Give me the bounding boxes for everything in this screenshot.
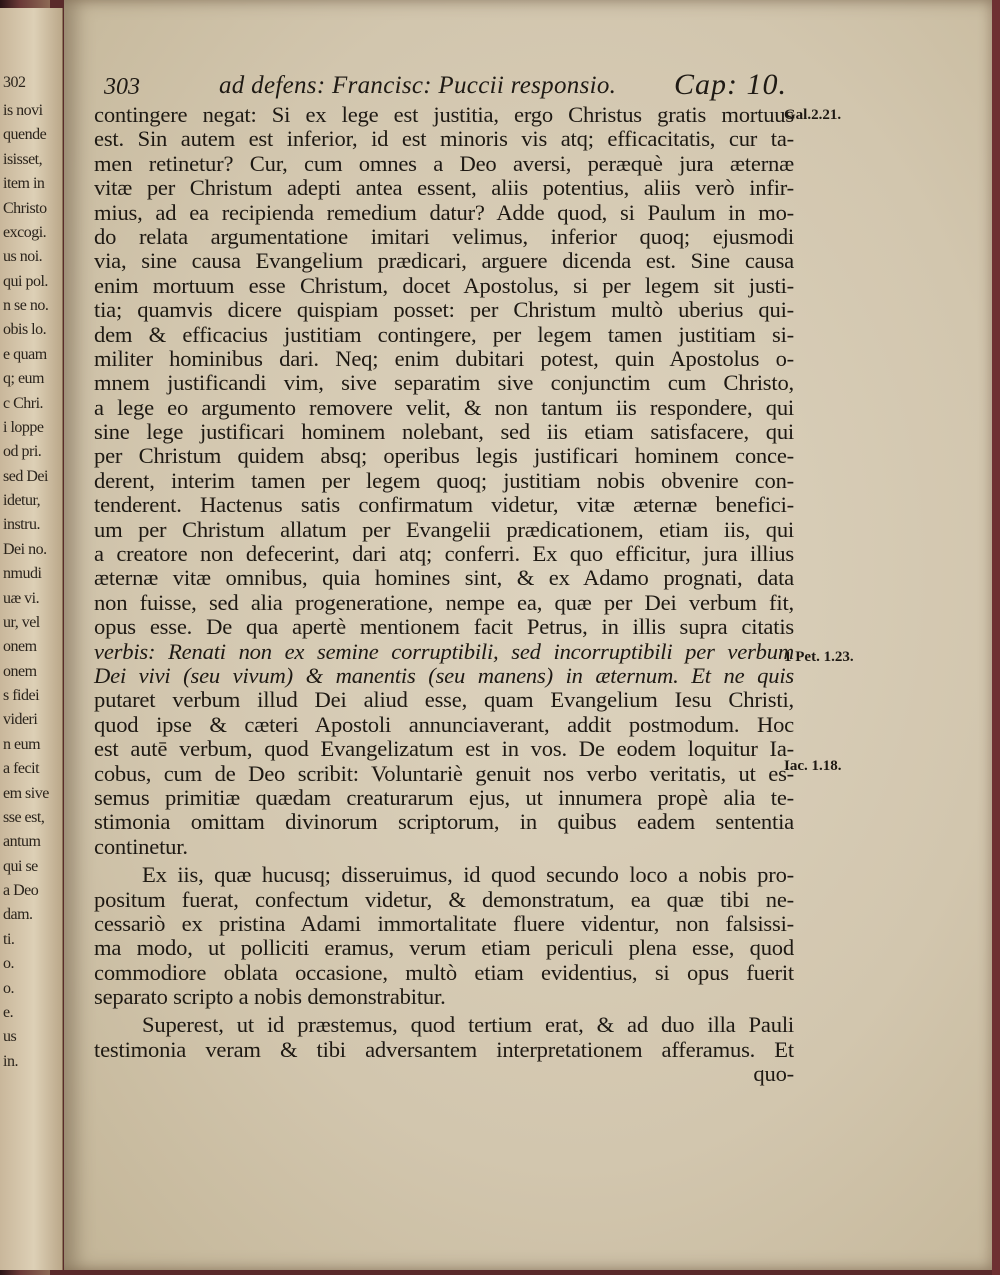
- text-line: sine lege justificari hominem nolebant, sed iis etiam satisfacere, qui: [94, 419, 794, 445]
- prev-page-fragment: instru.: [3, 516, 40, 533]
- prev-page-fragment: c Chri.: [3, 395, 44, 412]
- prev-page-fragment: in.: [3, 1053, 18, 1070]
- prev-page-fragment: obis lo.: [3, 321, 47, 338]
- prev-page-fragment: sed Dei: [3, 468, 48, 485]
- prev-page-fragment: Dei no.: [3, 541, 47, 558]
- prev-page-fragment: a fecit: [3, 760, 40, 777]
- prev-page-fragment: em sive: [3, 785, 49, 802]
- text-line: non fuisse, sed alia progeneratione, nempe ea, quæ per Dei verbum fit,: [94, 589, 794, 615]
- prev-page-fragment: ur, vel: [3, 614, 40, 631]
- text-line: via, sine causa Evangelium prædicari, arguere dicenda est. Sine causa: [94, 248, 794, 274]
- margin-note-reference: Gal.2.21.: [784, 107, 842, 123]
- prev-page-fragment: Christo: [3, 200, 47, 217]
- text-line: cobus, cum de Deo scribit: Voluntariè genuit nos verbo veritatis, ut es-: [94, 760, 794, 786]
- prev-page-fragment: sse est,: [3, 809, 45, 826]
- prev-page-fragment: s fidei: [3, 687, 40, 704]
- text-line: tia; quamvis dicere quispiam posset: per Christum multò uberius qui-: [94, 297, 794, 323]
- text-line: a lege eo argumento removere velit, & non tantum iis respondere, qui: [94, 394, 794, 420]
- prev-page-fragment: i loppe: [3, 419, 44, 436]
- text-line: derent, interim tamen per legem quoq; justitiam nobis obvenire con-: [94, 467, 794, 493]
- prev-page-fragment: e.: [3, 1004, 14, 1021]
- page-number: 303: [104, 74, 140, 100]
- prev-page-fragment: antum: [3, 833, 41, 850]
- text-line: quod ipse & cæteri Apostoli annunciaverant, addit postmodum. Hoc: [94, 711, 794, 737]
- book-page: [64, 0, 994, 1270]
- text-line: putaret verbum illud Dei aliud esse, quam Evangelium Iesu Christi,: [94, 687, 794, 713]
- prev-page-fragment: nmudi: [3, 565, 42, 582]
- margin-note-reference: Iac. 1.18.: [784, 758, 842, 774]
- prev-page-fragment: 302: [3, 74, 26, 91]
- chapter-heading: Cap: 10.: [674, 68, 787, 101]
- prev-page-fragment: quende: [3, 126, 47, 143]
- text-line: continetur.: [94, 833, 188, 859]
- margin-note-reference: 1 Pet. 1.23.: [784, 649, 854, 665]
- prev-page-fragment: uæ vi.: [3, 590, 40, 607]
- prev-page-fragment: a Deo: [3, 882, 39, 899]
- text-line: opus esse. De qua apertè mentionem facit Petrus, in illis supra citatis: [94, 614, 794, 640]
- text-line: stimonia omittam divinorum scriptorum, in quibus eadem sententia: [94, 809, 794, 835]
- prev-page-fragment: e quam: [3, 346, 47, 363]
- text-line: Dei vivi (seu vivum) & manentis (seu manens) in æternum. Et ne quis: [94, 662, 794, 688]
- prev-page-fragment: idetur,: [3, 492, 41, 509]
- text-line: a creatore non defecerint, dari atq; conferri. Ex quo efficitur, jura illius: [94, 541, 794, 567]
- text-line: dem & efficacius justitiam contingere, per legem tamen justitiam si-: [94, 321, 794, 347]
- prev-page-fragment: qui se: [3, 858, 38, 875]
- prev-page-fragment: n se no.: [3, 297, 49, 314]
- text-line: verbis: Renati non ex semine corruptibili, sed incorruptibili per verbum: [94, 638, 794, 664]
- prev-page-fragment: is novi: [3, 102, 43, 119]
- text-line: testimonia veram & tibi adversantem interpretationem afferamus. Et: [94, 1036, 794, 1062]
- text-line: æternæ vitæ omnibus, quia homines sint, & ex Adamo prognati, data: [94, 565, 794, 591]
- prev-page-fragment: n eum: [3, 736, 41, 753]
- previous-page-edge: [0, 8, 63, 1270]
- text-line: semus primitiæ quædam creaturarum ejus, ut innumera propè alia te-: [94, 784, 794, 810]
- text-line: enim mortuum esse Christum, docet Apostolus, si per legem sit justi-: [94, 272, 794, 298]
- text-line: separato scripto a nobis demonstrabitur.: [94, 984, 446, 1010]
- text-line: est autē verbum, quod Evangelizatum est in vos. De eodem loquitur Ia-: [94, 736, 794, 762]
- cover-edge: [992, 0, 1000, 1275]
- catchword: quo-: [753, 1061, 794, 1087]
- text-line: per Christum quidem absq; operibus legis justificari hominem conce-: [94, 443, 794, 469]
- body-text: [94, 102, 854, 1087]
- prev-page-fragment: us: [3, 1028, 17, 1045]
- prev-page-fragment: excogi.: [3, 224, 47, 241]
- text-line: est. Sin autem est inferior, id est minoris vis atq; efficacitatis, cur ta-: [94, 126, 794, 152]
- text-line: Superest, ut id præstemus, quod tertium erat, & ad duo illa Pauli: [142, 1012, 794, 1038]
- text-line: do relata argumentatione imitari velimus, inferior quoq; ejusmodi: [94, 223, 794, 249]
- prev-page-fragment: q; eum: [3, 370, 44, 387]
- text-line: cessariò ex pristina Adami immortalitate fluere videntur, non falsissi-: [94, 910, 794, 936]
- prev-page-fragment: dam.: [3, 906, 33, 923]
- prev-page-fragment: qui pol.: [3, 273, 48, 290]
- text-line: commodiore oblata occasione, multò etiam evidentius, si opus fuerit: [94, 959, 794, 985]
- prev-page-fragment: item in: [3, 175, 45, 192]
- prev-page-fragment: ti.: [3, 931, 15, 948]
- prev-page-fragment: videri: [3, 711, 38, 728]
- prev-page-fragment: isisset,: [3, 151, 43, 168]
- prev-page-fragment: od pri.: [3, 443, 42, 460]
- text-line: militer hominibus dari. Neq; enim dubitari potest, quin Apostolus o-: [94, 345, 794, 371]
- text-line: positum fuerat, confectum videtur, & demonstratum, ea quæ tibi ne-: [94, 886, 794, 912]
- text-line: contingere negat: Si ex lege est justitia, ergo Christus gratis mortuus: [94, 102, 794, 127]
- text-line: mius, ad ea recipienda remedium datur? Adde quod, si Paulum in mo-: [94, 199, 794, 225]
- text-line: um per Christum allatum per Evangelii prædicationem, etiam iis, qui: [94, 516, 794, 542]
- prev-page-fragment: onem: [3, 638, 37, 655]
- text-line: men retinetur? Cur, cum omnes a Deo aversi, peræquè jura æternæ: [94, 150, 794, 176]
- text-line: tenderent. Hactenus satis confirmatum videtur, vitæ æternæ benefici-: [94, 492, 794, 518]
- prev-page-fragment: o.: [3, 980, 14, 997]
- text-line: Ex iis, quæ hucusq; disseruimus, id quod secundo loco a nobis pro-: [142, 862, 794, 888]
- text-line: mnem justificandi vim, sive separatim sive conjunctim cum Christo,: [94, 370, 794, 396]
- prev-page-fragment: us noi.: [3, 248, 43, 265]
- text-line: ma modo, ut polliciti eramus, verum etiam periculi plena esse, quod: [94, 935, 794, 961]
- running-title: ad defens: Francisc: Puccii responsio.: [219, 72, 617, 99]
- prev-page-fragment: onem: [3, 663, 37, 680]
- text-line: vitæ per Christum adepti antea essent, aliis potentius, aliis verò infir-: [94, 175, 794, 201]
- prev-page-fragment: o.: [3, 955, 14, 972]
